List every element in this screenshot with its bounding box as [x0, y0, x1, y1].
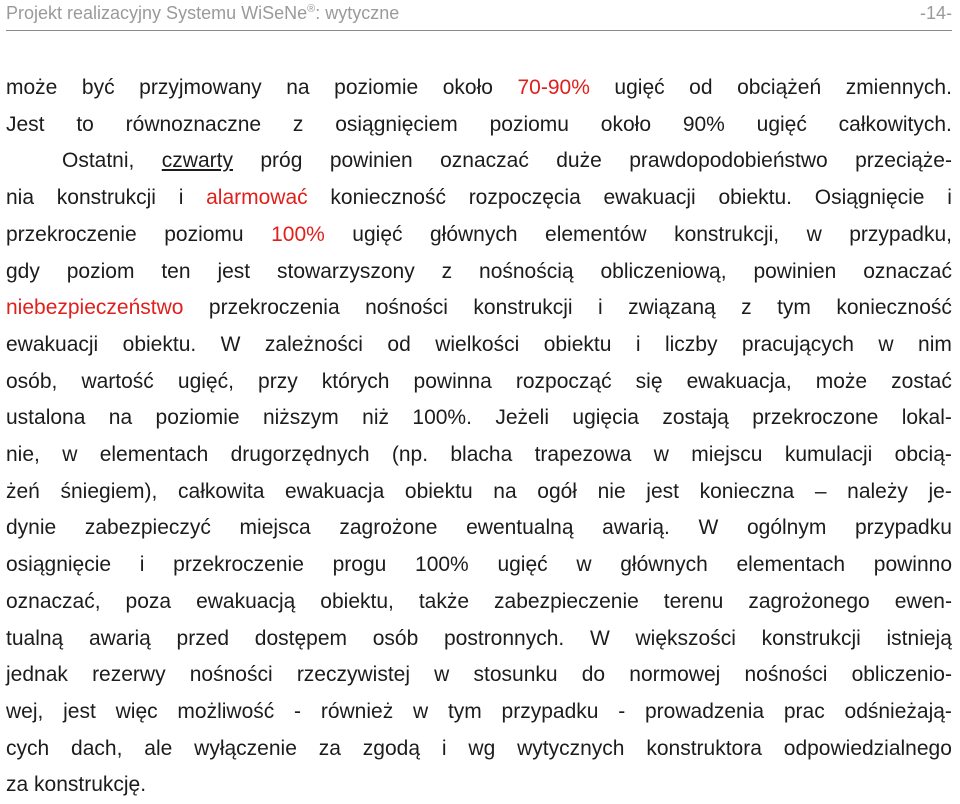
word: przy — [258, 369, 298, 393]
word: nie — [597, 479, 626, 503]
word: się — [635, 369, 663, 393]
word: zgodą — [362, 736, 421, 760]
word: ustalona — [6, 406, 86, 430]
text-line — [6, 290, 952, 327]
word: których — [321, 369, 390, 393]
word: kumulacji — [784, 443, 873, 467]
word: oznaczać — [863, 259, 952, 283]
word: osiągnięciem — [335, 112, 458, 136]
word: gdy — [6, 259, 40, 283]
word: trapezowa — [534, 443, 632, 467]
word: przekroczone — [752, 406, 879, 430]
word: całkowitych. — [838, 112, 952, 136]
word: nim — [918, 332, 952, 356]
word: około — [600, 112, 651, 136]
word: konstrukcji — [473, 296, 573, 320]
text-line — [6, 437, 952, 474]
word: oznaczać, — [6, 589, 101, 613]
word: poziomu — [489, 112, 569, 136]
word: i — [178, 186, 184, 210]
word: rozpocząć — [515, 369, 612, 393]
word: - — [294, 699, 302, 723]
word: przypadku, — [849, 222, 952, 246]
word: ewakuacja, — [686, 369, 792, 393]
word: ugięć, — [177, 369, 234, 393]
word: w — [576, 553, 592, 577]
word: być — [81, 76, 115, 99]
word: progu — [332, 553, 387, 577]
word: stowarzyszony — [277, 259, 415, 283]
word: obliczenio- — [851, 663, 952, 687]
word: i — [635, 332, 641, 356]
word: W — [220, 332, 241, 356]
word: jest — [217, 259, 251, 283]
word: za — [6, 773, 29, 797]
word: prawdopodobieństwo — [629, 149, 828, 173]
word: zostać — [891, 369, 952, 393]
text-line — [6, 584, 952, 621]
word: tym — [777, 296, 811, 320]
word: Osiągnięcie — [814, 186, 925, 210]
word: powinna — [413, 369, 492, 393]
word: równoznaczne — [125, 112, 262, 136]
word: i — [139, 553, 145, 577]
word: rozpoczęcia — [468, 186, 581, 210]
text-line — [6, 364, 952, 401]
word: zagrożonego — [748, 589, 870, 613]
word: jest — [646, 479, 679, 503]
word: poziomie — [334, 76, 419, 99]
word: na — [286, 76, 310, 99]
word: osób — [372, 626, 419, 650]
word: zmiennych. — [845, 76, 952, 99]
word: normowej — [629, 663, 721, 687]
word: nie, — [6, 443, 40, 467]
word: całkowita — [178, 479, 265, 503]
word: miejscu — [691, 443, 763, 467]
word: zabezpieczyć — [84, 516, 211, 540]
word: nośności — [189, 663, 273, 687]
word: ugięć — [352, 222, 403, 246]
word: za — [318, 736, 341, 760]
word: w — [653, 443, 669, 467]
text-line — [6, 731, 952, 768]
page-number: -14- — [919, 3, 952, 23]
word: ewentualną — [466, 516, 574, 540]
word: oznaczać — [440, 149, 529, 173]
word: obcią- — [894, 443, 952, 467]
word: W — [698, 516, 719, 540]
word: również — [320, 699, 394, 723]
word: od — [387, 332, 411, 356]
word: nośności — [744, 663, 828, 687]
text-line — [6, 400, 952, 437]
text-line — [6, 621, 952, 658]
word: w — [878, 332, 894, 356]
word: duże — [556, 149, 602, 173]
word: związaną — [628, 296, 716, 320]
word: Jest — [6, 112, 45, 136]
word: zabezpieczenie — [494, 589, 639, 613]
word: cych — [6, 736, 50, 760]
word: przyjmowany — [139, 76, 262, 99]
word: powinien — [753, 259, 837, 283]
word: ewakuacja — [285, 479, 385, 503]
word: terenu — [663, 589, 724, 613]
word: ewakuacją — [196, 589, 296, 613]
word: przeciąże- — [855, 149, 952, 173]
word: przypadku — [501, 699, 599, 723]
word: niższym — [262, 406, 339, 430]
word: liczby — [664, 332, 718, 356]
word: obiektu — [543, 332, 612, 356]
word: 90% — [682, 112, 725, 136]
document-title: Projekt realizacyjny Systemu WiSeNe®: wytyczne — [6, 3, 400, 23]
text-line — [6, 767, 952, 804]
word: je- — [928, 479, 952, 503]
word: żeń — [6, 479, 40, 503]
highlighted-text: niebezpieczeństwo — [6, 296, 184, 320]
word: od — [689, 76, 713, 99]
word: tym — [447, 699, 482, 723]
text-line — [6, 657, 952, 694]
word: przed — [176, 626, 230, 650]
body-text — [6, 70, 952, 804]
word: jest — [63, 699, 96, 723]
word: wielkości — [435, 332, 520, 356]
word: W — [589, 626, 610, 650]
word: także — [418, 589, 470, 613]
word — [162, 143, 233, 180]
word: obciążeń — [737, 76, 822, 99]
word: konieczna — [699, 479, 795, 503]
word: ugięcia — [572, 406, 639, 430]
page-header — [6, 0, 952, 31]
word: w — [806, 222, 822, 246]
word: konstruktora — [646, 736, 762, 760]
word: poziomu — [164, 222, 244, 246]
word: około — [442, 76, 493, 99]
word: ewakuacji — [6, 332, 99, 356]
word: i — [947, 186, 952, 210]
word: konstrukcji — [761, 626, 861, 650]
word: ten — [161, 259, 191, 283]
text-line — [6, 180, 952, 217]
word: awarią — [88, 626, 151, 650]
word: wytycznych — [517, 736, 625, 760]
word: dach, — [71, 736, 123, 760]
highlighted-text: 100% — [271, 222, 325, 246]
word: postronnych. — [444, 626, 565, 650]
word: przekroczenie — [6, 222, 137, 246]
word: Jeżeli — [495, 406, 550, 430]
word: przypadku — [855, 516, 952, 540]
word: w — [62, 443, 78, 467]
word: na — [108, 406, 133, 430]
word: konieczność — [330, 186, 446, 210]
word: konstrukcji — [56, 186, 156, 210]
word: i — [441, 736, 447, 760]
word: ogólnym — [746, 516, 827, 540]
word: rzeczywistej — [296, 663, 410, 687]
word: głównych — [620, 553, 708, 577]
word — [271, 217, 325, 254]
word: blacha — [450, 443, 513, 467]
word: przekroczenie — [173, 553, 304, 577]
word: z — [741, 296, 752, 320]
text-line — [6, 474, 952, 511]
word: odśnieżają- — [844, 699, 952, 723]
word: ugięć — [756, 112, 807, 136]
word: osiągnięcie — [6, 553, 112, 577]
text-line — [6, 143, 952, 180]
word: ugięć — [614, 76, 665, 99]
word: lokal- — [901, 406, 952, 430]
word: obiektu, — [320, 589, 394, 613]
word: elementów — [545, 222, 647, 246]
text-line — [6, 217, 952, 254]
word: (np. — [391, 443, 429, 467]
text-line — [6, 254, 952, 291]
word: większości — [635, 626, 736, 650]
word: zależności — [264, 332, 363, 356]
text-line — [6, 327, 952, 364]
word — [6, 290, 183, 327]
word: niż — [362, 406, 390, 430]
word: 100% — [415, 553, 469, 577]
text-line — [6, 107, 952, 144]
word: – — [814, 479, 827, 503]
word: elementach — [99, 443, 209, 467]
word: prac — [783, 699, 825, 723]
word: poziomie — [155, 406, 240, 430]
word: obiektu — [404, 479, 473, 503]
word: prowadzenia — [645, 699, 765, 723]
word — [206, 180, 308, 217]
word: ugięć — [497, 553, 548, 577]
word: więc — [115, 699, 158, 723]
text-line — [6, 547, 952, 584]
word: może — [815, 369, 868, 393]
text-line — [6, 510, 952, 547]
word: wyłączenie — [194, 736, 297, 760]
word: osób, — [6, 369, 58, 393]
word: nia — [6, 186, 35, 210]
word: śniegiem), — [60, 479, 158, 503]
word: i — [598, 296, 603, 320]
word: w — [434, 663, 450, 687]
word: to — [76, 112, 94, 136]
word: należy — [847, 479, 908, 503]
word: może — [6, 76, 58, 99]
word: przekroczenia — [208, 296, 340, 320]
word: zagrożone — [339, 516, 438, 540]
word: jednak — [6, 663, 68, 687]
word: próg — [260, 149, 303, 173]
word: obiektu. — [122, 332, 197, 356]
word: poza — [125, 589, 172, 613]
word: z — [441, 259, 453, 283]
underlined-text: czwarty — [161, 149, 233, 173]
word: dostępem — [254, 626, 348, 650]
word: obiektu. — [718, 186, 792, 210]
word: ale — [144, 736, 173, 760]
word: z — [292, 112, 304, 136]
word: w — [412, 699, 429, 723]
word: konieczność — [836, 296, 952, 320]
word: głównych — [429, 222, 518, 246]
word: drugorzędnych — [230, 443, 370, 467]
word: nośności — [365, 296, 448, 320]
word: możliwość — [177, 699, 275, 723]
word: obliczeniową, — [600, 259, 727, 283]
word: ogół — [537, 479, 577, 503]
word — [517, 70, 589, 107]
word: konstrukcję. — [34, 773, 147, 797]
word: nośnością — [479, 259, 574, 283]
word: istnieją — [886, 626, 952, 650]
word: ewakuacji — [603, 186, 696, 210]
word: dynie — [6, 516, 57, 540]
word: awarią. — [602, 516, 670, 540]
highlighted-text: alarmować — [206, 186, 308, 210]
word: ewen- — [894, 589, 952, 613]
word: rezerwy — [92, 663, 166, 687]
word: pracujących — [741, 332, 854, 356]
word: wej, — [6, 699, 44, 723]
word: 100%. — [412, 406, 472, 430]
word: tualną — [6, 626, 64, 650]
word: zostają — [662, 406, 729, 430]
word: Ostatni, — [62, 149, 135, 173]
word: elementach — [736, 553, 846, 577]
word: wartość — [81, 369, 154, 393]
highlighted-text: 70-90% — [517, 76, 590, 99]
word: - — [618, 699, 626, 723]
text-line — [6, 694, 952, 731]
text-line — [6, 70, 952, 107]
word: powinien — [329, 149, 413, 173]
word: wg — [468, 736, 496, 760]
word: odpowiedzialnego — [783, 736, 952, 760]
word: stosunku — [473, 663, 558, 687]
word: powinno — [873, 553, 952, 577]
word: na — [493, 479, 517, 503]
word: poziom — [66, 259, 135, 283]
word: do — [581, 663, 606, 687]
word: miejsca — [239, 516, 311, 540]
word: konstrukcji, — [674, 222, 780, 246]
